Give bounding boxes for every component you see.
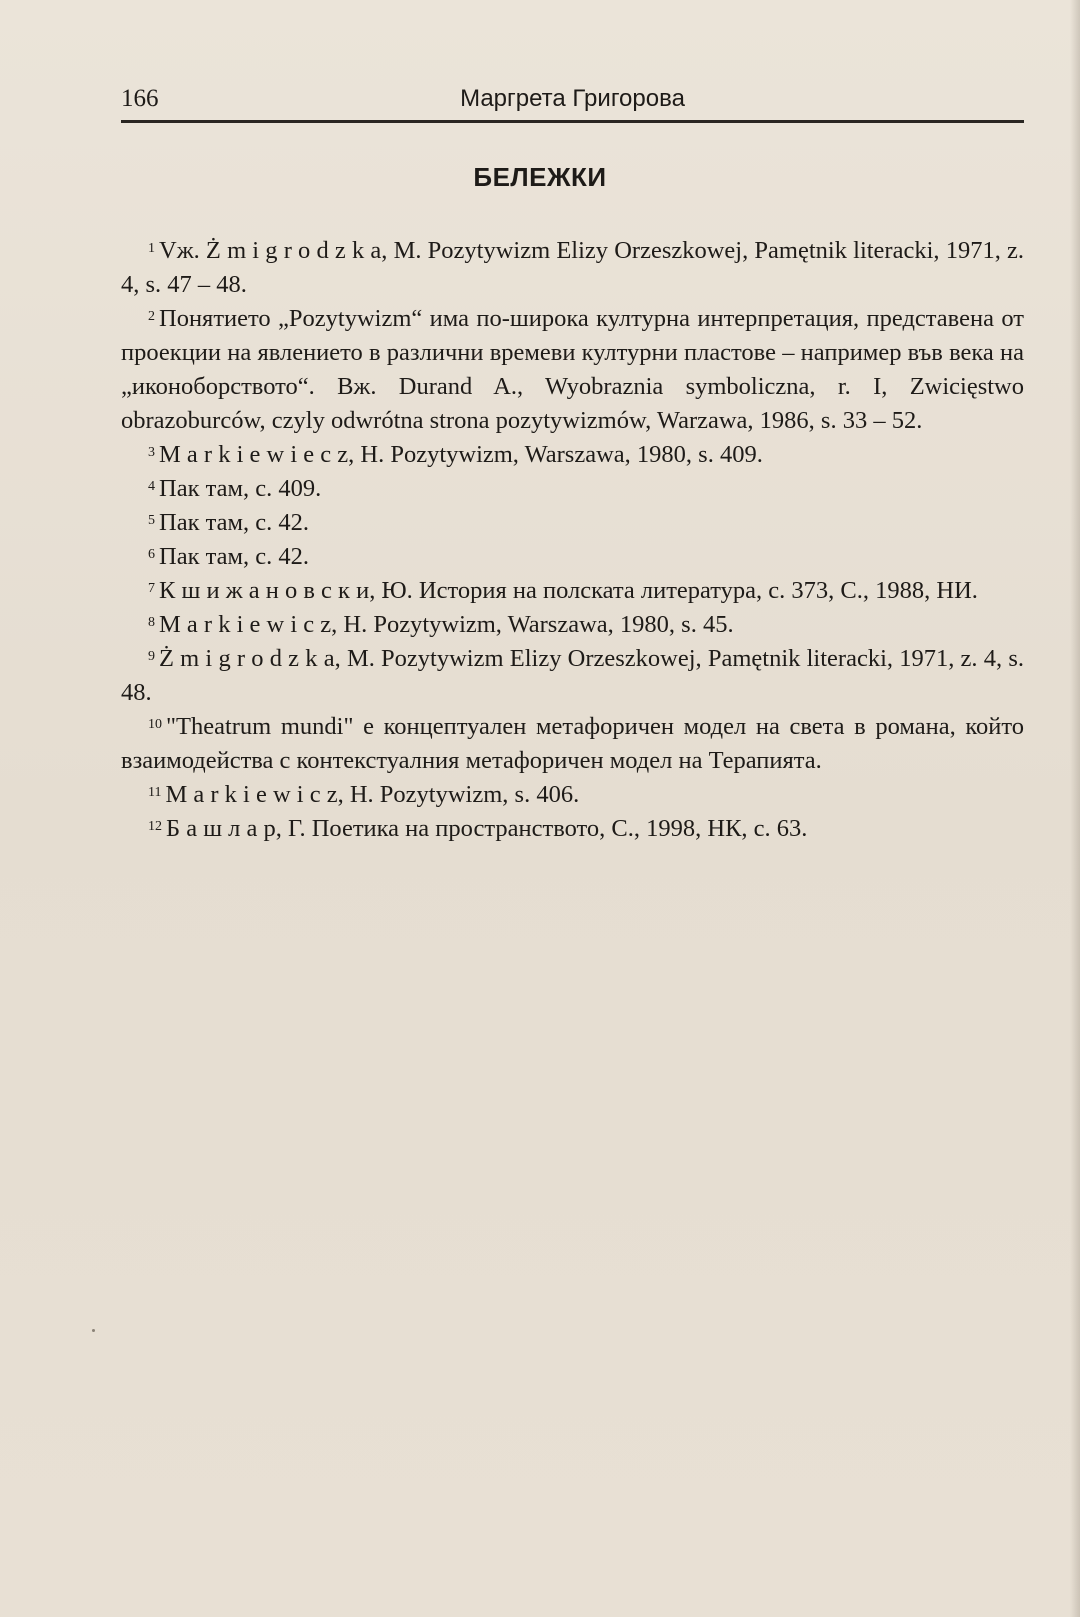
note-number: 10 (148, 717, 162, 732)
note-text: Г. Поетика на пространството, С., 1998, НК, с. 63. (281, 815, 808, 842)
note-author-spaced: M a r k i e w i c z, (165, 781, 344, 808)
endnote (121, 812, 1024, 846)
note-text: M. Pozytywizm Elizy Orzeszkowej, Pamętnik literacki, 1971, z. 4, s. 48. (121, 645, 1024, 706)
endnote (121, 778, 1024, 812)
endnote (121, 608, 1024, 642)
endnote (121, 642, 1024, 710)
endnote (121, 540, 1024, 574)
note-number: 8 (148, 615, 155, 630)
note-number: 7 (148, 581, 155, 596)
note-author-spaced: M a r k i e w i e c z, (159, 441, 355, 468)
endnote (121, 302, 1024, 438)
note-text: H. Pozytywizm, Warszawa, 1980, s. 45. (337, 611, 734, 638)
endnote (121, 438, 1024, 472)
note-text: Понятието „Pozytywizm“ има по-широка културна интерпретация, представена от проекции на явлението в различни времеви културни пластове – например във века на „иконоборството“. Вж. Durand A., Wyobraznia symboliczna, r. I, Zwicięstwo obrazoburców, czyly odwrótna strona pozytywizmów, Warzawa, 1986, s. 33 – 52. (121, 305, 1024, 434)
note-number: 11 (148, 785, 162, 800)
note-text: H. Pozytywizm, Warszawa, 1980, s. 409. (354, 441, 763, 468)
note-number: 3 (148, 445, 155, 460)
note-number: 2 (148, 309, 155, 324)
note-number: 4 (148, 479, 155, 494)
note-number: 1 (148, 241, 155, 256)
note-author-spaced: Vж. Ż m i g r o d z k a, (159, 237, 388, 264)
endnote (121, 574, 1024, 608)
note-number: 6 (148, 547, 155, 562)
paper-speck (92, 1329, 95, 1332)
note-number: 5 (148, 513, 155, 528)
note-text: Ю. История на полската литература, с. 373, С., 1988, НИ. (375, 577, 978, 604)
endnote (121, 472, 1024, 506)
note-text: Пак там, с. 42. (159, 543, 309, 570)
note-text: Пак там, с. 409. (159, 475, 322, 502)
running-title: Маргрета Григорова (460, 85, 685, 112)
page-number: 166 (121, 85, 159, 112)
endnote (121, 710, 1024, 778)
note-number: 9 (148, 649, 155, 664)
note-text: "Theatrum mundi" е концептуален метафоричен модел на света в романа, който взаимодейства с контекстуалния метафоричен модел на Терапията. (121, 713, 1024, 774)
page-edge-shadow (1070, 0, 1080, 1617)
note-author-spaced: Б а ш л а р, (166, 815, 282, 842)
endnote (121, 234, 1024, 302)
note-number: 12 (148, 819, 162, 834)
note-author-spaced: К ш и ж а н о в с к и, (159, 577, 376, 604)
note-text: M. Pozytywizm Elizy Orzeszkowej, Pamętnik literacki, 1971, z. 4, s. 47 – 48. (121, 237, 1024, 298)
running-header (121, 82, 1024, 123)
note-author-spaced: M a r k i e w i c z, (159, 611, 338, 638)
note-text: H. Pozytywizm, s. 406. (343, 781, 580, 808)
endnotes-list (121, 234, 1024, 846)
endnote (121, 506, 1024, 540)
note-author-spaced: Ż m i g r o d z k a, (159, 645, 341, 672)
section-title: БЕЛЕЖКИ (473, 162, 607, 192)
note-text: Пак там, с. 42. (159, 509, 309, 536)
